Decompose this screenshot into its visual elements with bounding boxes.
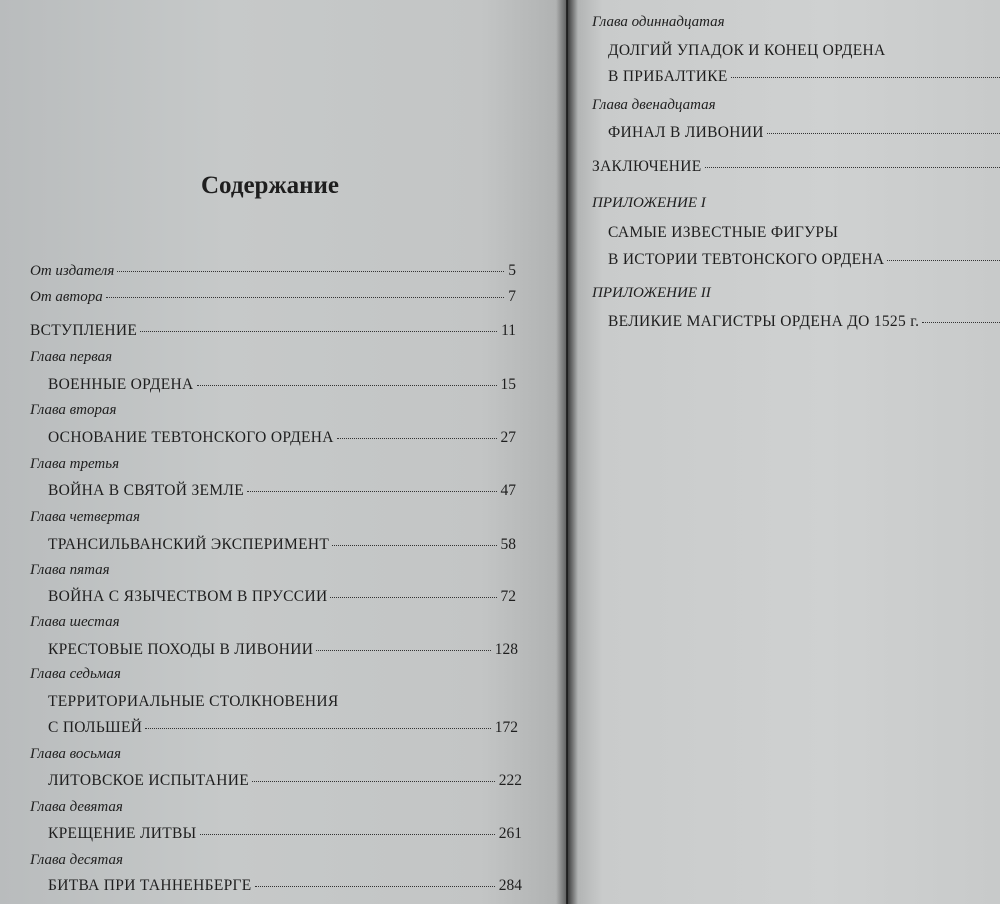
page-number: 47 [500, 482, 516, 499]
dot-leader [705, 167, 1000, 168]
dot-leader [252, 781, 495, 782]
chapter-heading: Глава четвертая [30, 509, 141, 525]
toc-entry-label: ТРАНСИЛЬВАНСКИЙ ЭКСПЕРИМЕНТ [48, 536, 330, 553]
chapter-heading: Глава первая [30, 349, 113, 365]
page-number: 284 [498, 877, 522, 894]
dot-leader [145, 728, 491, 729]
toc-entry-chapter-7[interactable] [48, 719, 518, 737]
toc-entry-label: ВЕЛИКИЕ МАГИСТРЫ ОРДЕНА ДО 1525 г. [608, 313, 920, 330]
toc-entry-label: В ПРИБАЛТИКЕ [608, 68, 728, 85]
toc-entry-label: От издателя [30, 263, 115, 279]
toc-entry-label: В ИСТОРИИ ТЕВТОНСКОГО ОРДЕНА [608, 251, 885, 268]
appendix-heading: ПРИЛОЖЕНИЕ II [592, 285, 711, 301]
dot-leader [332, 545, 496, 546]
toc-entry-label: ОСНОВАНИЕ ТЕВТОНСКОГО ОРДЕНА [48, 429, 334, 446]
toc-entry-label: От автора [30, 289, 103, 305]
chapter-heading: Глава пятая [30, 562, 110, 578]
toc-entry-chapter-6[interactable] [48, 641, 518, 659]
page-number: 15 [500, 376, 516, 393]
dot-leader [117, 271, 504, 272]
toc-entry-label: ВОЙНА С ЯЗЫЧЕСТВОМ В ПРУССИИ [48, 588, 328, 605]
page-number: 261 [498, 825, 522, 842]
dot-leader [922, 322, 1000, 323]
page-number: 5 [508, 262, 516, 279]
toc-entry-label: С ПОЛЬШЕЙ [48, 719, 143, 736]
dot-leader [197, 385, 497, 386]
dot-leader [255, 886, 495, 887]
toc-entry-label: ВОЕННЫЕ ОРДЕНА [48, 376, 194, 393]
toc-entry-label: ЛИТОВСКОЕ ИСПЫТАНИЕ [48, 772, 250, 789]
page-number: 222 [498, 772, 522, 789]
right-page [568, 0, 1000, 904]
toc-entry-chapter-11[interactable] [608, 68, 1000, 86]
chapter-heading: Глава восьмая [30, 746, 121, 762]
chapter-heading: Глава двенадцатая [592, 97, 716, 113]
page-number: 172 [494, 719, 518, 736]
toc-entry-chapter-9[interactable] [48, 825, 522, 843]
page-number: 27 [500, 429, 516, 446]
dot-leader [337, 438, 497, 439]
dot-leader [887, 260, 1000, 261]
toc-entry-author[interactable] [30, 288, 516, 306]
toc-entry-appendix-2[interactable] [608, 313, 1000, 331]
chapter-heading: Глава девятая [30, 799, 123, 815]
toc-entry-conclusion[interactable] [592, 158, 1000, 176]
chapter-heading: Глава седьмая [30, 666, 121, 682]
toc-entry-label-line1: ДОЛГИЙ УПАДОК И КОНЕЦ ОРДЕНА [608, 42, 886, 59]
toc-entry-appendix-1[interactable] [608, 251, 1000, 269]
dot-leader [247, 491, 497, 492]
toc-entry-chapter-3[interactable] [48, 482, 516, 500]
chapter-heading: Глава шестая [30, 614, 120, 630]
toc-entry-label: ВСТУПЛЕНИЕ [30, 322, 138, 339]
page-number: 58 [500, 536, 516, 553]
book-gutter [556, 0, 578, 904]
dot-leader [767, 133, 1000, 134]
page-number: 7 [508, 288, 516, 305]
toc-entry-chapter-1[interactable] [48, 376, 516, 394]
toc-entry-chapter-8[interactable] [48, 772, 522, 790]
dot-leader [200, 834, 495, 835]
chapter-heading: Глава десятая [30, 852, 123, 868]
toc-entry-label: КРЕЩЕНИЕ ЛИТВЫ [48, 825, 197, 842]
toc-entry-label-line1: ТЕРРИТОРИАЛЬНЫЕ СТОЛКНОВЕНИЯ [48, 693, 339, 710]
page-number: 128 [494, 641, 518, 658]
toc-entry-label: БИТВА ПРИ ТАННЕНБЕРГЕ [48, 877, 252, 894]
toc-entry-publisher[interactable] [30, 262, 516, 280]
dot-leader [731, 77, 1000, 78]
page-number: 72 [500, 588, 516, 605]
toc-entry-label: ФИНАЛ В ЛИВОНИИ [608, 124, 764, 141]
page-title: Содержание [200, 172, 339, 199]
dot-leader [316, 650, 491, 651]
toc-entry-introduction[interactable] [30, 322, 516, 340]
page-number: 11 [501, 322, 516, 339]
toc-entry-chapter-2[interactable] [48, 429, 516, 447]
chapter-heading: Глава вторая [30, 402, 117, 418]
toc-entry-chapter-5[interactable] [48, 588, 516, 606]
dot-leader [140, 331, 497, 332]
toc-entry-label: ЗАКЛЮЧЕНИЕ [592, 158, 702, 175]
toc-entry-chapter-4[interactable] [48, 536, 516, 554]
toc-entry-label: ВОЙНА В СВЯТОЙ ЗЕМЛЕ [48, 482, 244, 499]
chapter-heading: Глава одиннадцатая [592, 14, 725, 30]
chapter-heading: Глава третья [30, 456, 120, 472]
toc-entry-label: КРЕСТОВЫЕ ПОХОДЫ В ЛИВОНИИ [48, 641, 314, 658]
toc-entry-chapter-12[interactable] [608, 124, 1000, 142]
dot-leader [106, 297, 504, 298]
dot-leader [330, 597, 496, 598]
toc-entry-label-line1: САМЫЕ ИЗВЕСТНЫЕ ФИГУРЫ [608, 224, 839, 241]
toc-entry-chapter-10[interactable] [48, 877, 522, 895]
appendix-heading: ПРИЛОЖЕНИЕ I [592, 195, 706, 211]
